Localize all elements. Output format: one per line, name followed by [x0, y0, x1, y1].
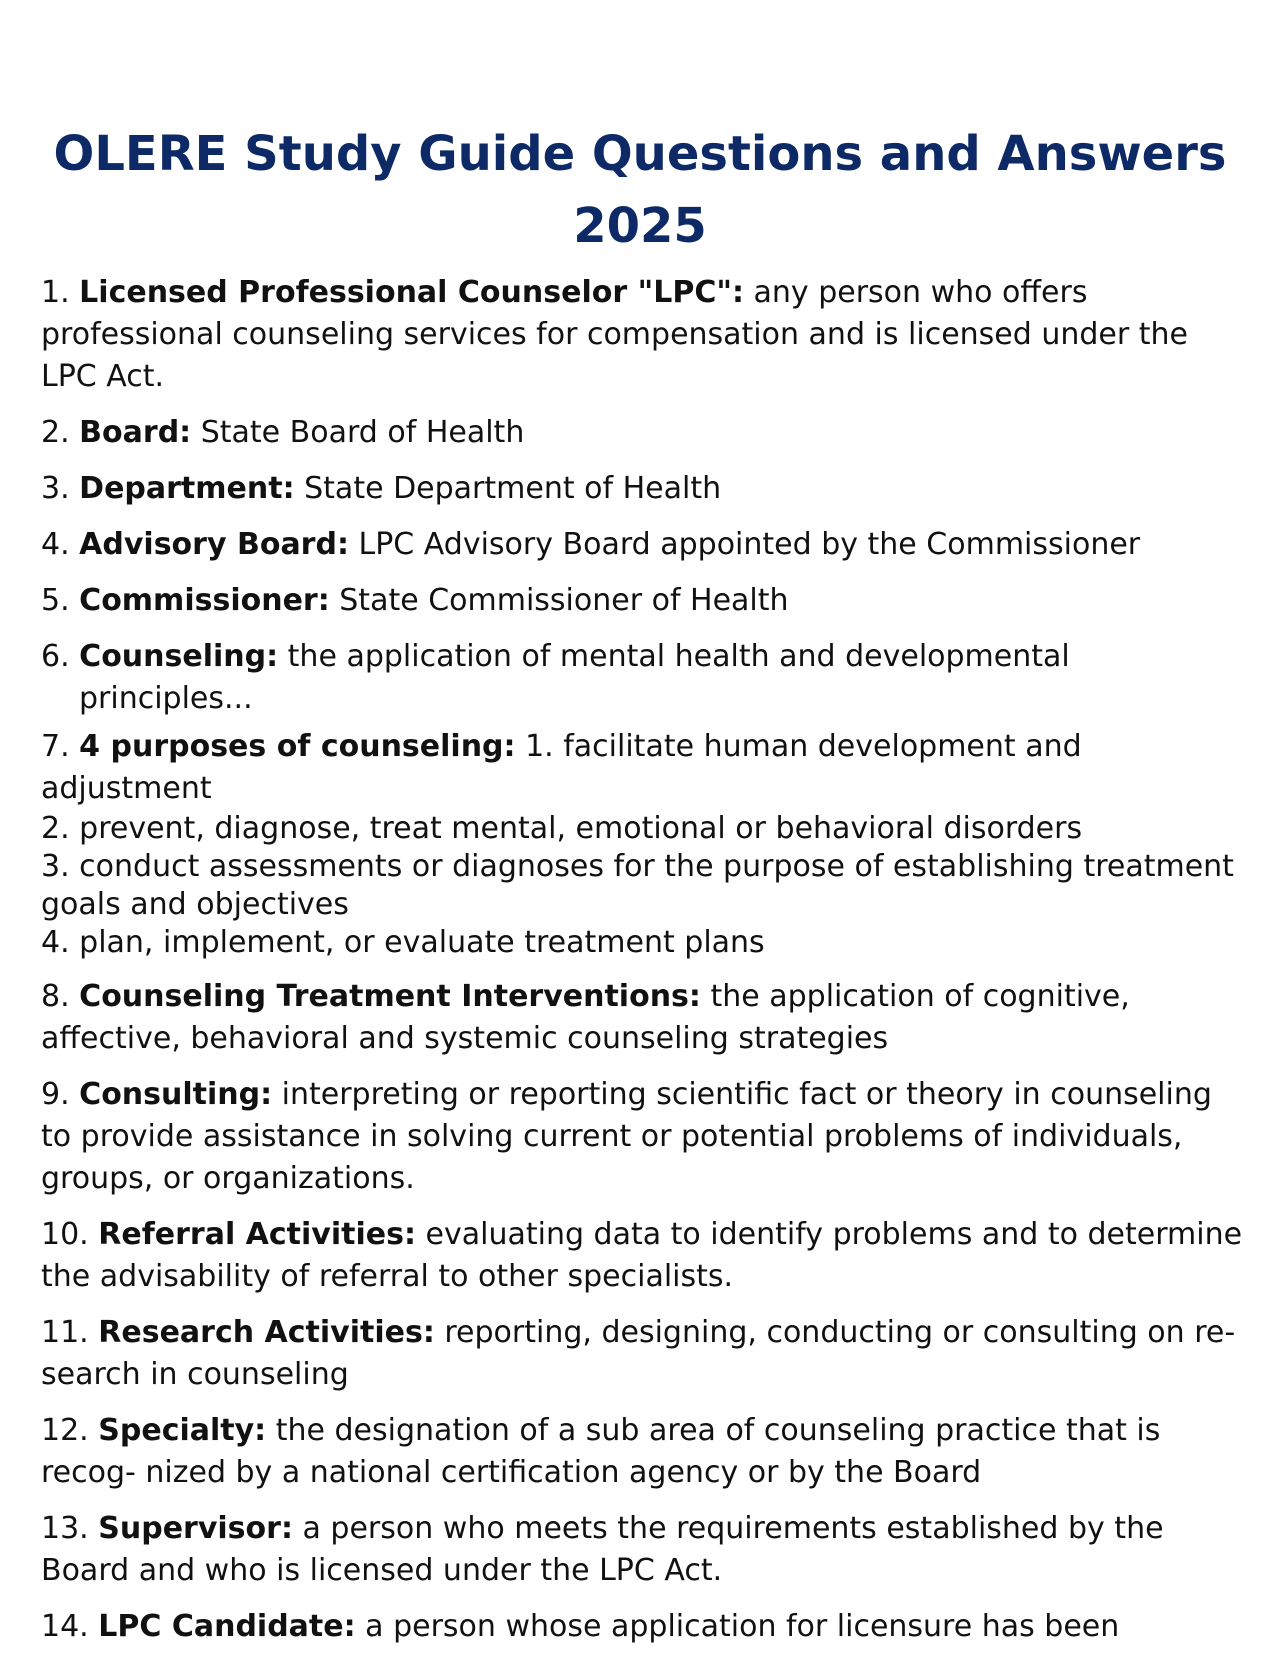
item-term: Board:	[79, 415, 192, 450]
item-definition: State Department of Health	[304, 471, 722, 506]
item-term: Supervisor:	[98, 1511, 293, 1546]
item-definition: 1. facilitate human development and adjustment	[41, 729, 1082, 806]
sub-item: 4. plan, implement, or evaluate treatment plans	[41, 925, 765, 960]
list-item	[41, 272, 1251, 398]
list-item	[41, 976, 1251, 1060]
list-item	[41, 726, 1251, 962]
item-term: Counseling:	[79, 639, 279, 674]
item-definition: the application of cognitive, affective, behavioral and systemic counseling strategies	[41, 979, 1130, 1056]
list-item	[41, 1214, 1251, 1298]
item-number: 10.	[41, 1217, 89, 1252]
item-number: 9.	[41, 1077, 70, 1112]
item-term: Consulting:	[79, 1077, 273, 1112]
item-number: 3.	[41, 471, 70, 506]
list-item	[41, 524, 1251, 566]
item-number: 1.	[41, 275, 70, 310]
item-term: Referral Activities:	[98, 1217, 416, 1252]
list-item	[41, 1606, 1251, 1648]
item-definition: reporting, designing, conducting or consulting on re- search in counseling	[41, 1315, 1236, 1392]
item-term: Specialty:	[98, 1413, 267, 1448]
item-number: 7.	[41, 729, 70, 764]
item-term: Advisory Board:	[79, 527, 349, 562]
item-definition: a person who meets the requirements established by the Board and who is licensed under the LPC Act.	[41, 1511, 1164, 1588]
item-number: 12.	[41, 1413, 89, 1448]
item-term: Department:	[79, 471, 295, 506]
item-term: Research Activities:	[98, 1315, 435, 1350]
list-item	[41, 412, 1251, 454]
item-definition: evaluating data to identify problems and to determine the advisability of referral to other specialists.	[41, 1217, 1243, 1294]
sub-item: 2. prevent, diagnose, treat mental, emotional or behavioral disorders	[41, 811, 1083, 846]
item-term: Counseling Treatment Interventions:	[79, 979, 701, 1014]
item-number: 14.	[41, 1609, 89, 1644]
item-term: LPC Candidate:	[98, 1609, 356, 1644]
item-number: 5.	[41, 583, 70, 618]
item-definition: the application of mental health and developmental principles...	[79, 639, 1070, 716]
item-definition: interpreting or reporting scientific fact or theory in counseling to provide assistance in solving current or potential problems of individuals, groups, or organizations.	[41, 1077, 1212, 1196]
item-term: 4 purposes of counseling:	[79, 729, 516, 764]
list-item	[41, 1074, 1251, 1200]
item-definition: any person who offers professional counseling services for compensation and is licensed under the LPC Act.	[41, 275, 1188, 394]
list-item	[41, 468, 1251, 510]
page-title: OLERE Study Guide Questions and Answers 2025	[53, 126, 1227, 254]
sub-item: 3. conduct assessments or diagnoses for the purpose of establishing treatment goals and objectives	[41, 849, 1234, 922]
item-definition: State Board of Health	[200, 415, 525, 450]
item-number: 2.	[41, 415, 70, 450]
list-item	[41, 1312, 1251, 1396]
item-definition: State Commissioner of Health	[339, 583, 789, 618]
item-definition: LPC Advisory Board appointed by the Commissioner	[358, 527, 1141, 562]
item-number: 4.	[41, 527, 70, 562]
item-number: 8.	[41, 979, 70, 1014]
list-item	[41, 1410, 1251, 1494]
item-term: Licensed Professional Counselor "LPC":	[79, 275, 744, 310]
item-number: 11.	[41, 1315, 89, 1350]
item-number: 13.	[41, 1511, 89, 1546]
item-definition: the designation of a sub area of counseling practice that is recog- nized by a national certification agency or by the Board	[41, 1413, 1161, 1490]
definition-list	[41, 272, 1251, 1656]
item-term: Commissioner:	[79, 583, 330, 618]
item-number: 6.	[41, 639, 70, 674]
item-definition: a person whose application for licensure has been	[365, 1609, 1120, 1644]
list-item	[41, 580, 1251, 622]
list-item	[41, 636, 1251, 720]
list-item	[41, 1508, 1251, 1592]
